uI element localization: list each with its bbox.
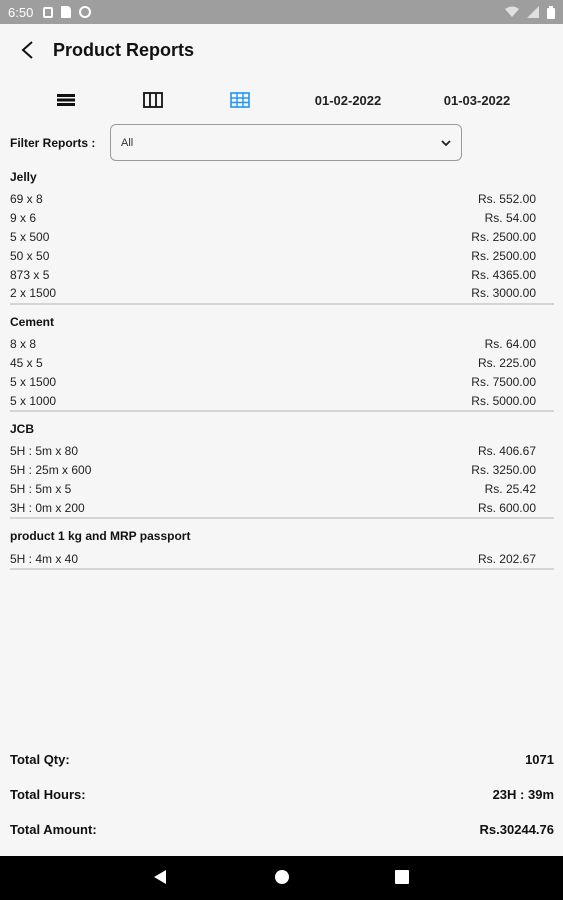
row-qty: 5H : 5m x 5 (10, 481, 72, 496)
battery-icon (547, 6, 555, 19)
total-amount-value: Rs.30244.76 (479, 821, 554, 837)
row-amount: Rs. 54.00 (484, 211, 536, 226)
total-hours-label: Total Hours: (10, 786, 86, 802)
chevron-down-icon (441, 140, 451, 146)
report-row (10, 372, 554, 391)
report-row (10, 335, 554, 354)
sync-icon (79, 6, 91, 18)
row-amount: Rs. 64.00 (484, 337, 536, 352)
filter-selected-value: All (121, 136, 134, 149)
sd-card-icon (61, 6, 71, 18)
arrow-back-icon (20, 41, 36, 59)
group-title: product 1 kg and MRP passport (10, 529, 191, 544)
report-row (10, 391, 554, 410)
report-group (10, 418, 554, 519)
row-amount: Rs. 3250.00 (471, 463, 536, 478)
total-hours-row (10, 784, 554, 804)
row-qty: 873 x 5 (10, 267, 50, 282)
row-amount: Rs. 25.42 (484, 481, 536, 496)
report-row (10, 246, 554, 265)
start-date-button[interactable]: 01-02-2022 (314, 92, 382, 108)
view-list-icon (56, 93, 76, 107)
total-amount-row (10, 819, 554, 839)
report-list (10, 166, 554, 576)
group-title: Jelly (10, 170, 37, 184)
report-row (10, 354, 554, 373)
report-row (10, 549, 554, 568)
report-group (10, 166, 554, 305)
app-bar (0, 24, 563, 76)
row-amount: Rs. 600.00 (477, 500, 536, 515)
status-time: 6:50 (8, 4, 34, 20)
row-amount: Rs. 4365.00 (471, 267, 536, 282)
report-group (10, 311, 554, 412)
view-column-button[interactable] (139, 86, 167, 114)
row-qty: 5 x 500 (10, 229, 50, 244)
row-qty: 5 x 1500 (10, 374, 57, 389)
report-row (10, 284, 554, 303)
report-row (10, 228, 554, 247)
row-amount: Rs. 5000.00 (471, 393, 536, 408)
row-amount: Rs. 2500.00 (471, 229, 536, 244)
row-qty: 5 x 1000 (10, 393, 57, 408)
filter-label: Filter Reports : (10, 136, 96, 150)
nav-back-button[interactable] (152, 868, 168, 891)
row-qty: 8 x 8 (10, 337, 37, 352)
view-list-button[interactable] (52, 86, 80, 114)
filter-dropdown[interactable] (110, 124, 462, 161)
report-row (10, 461, 554, 480)
nav-home-button[interactable] (273, 868, 291, 891)
row-amount: Rs. 202.67 (477, 551, 536, 566)
status-bar (0, 0, 563, 24)
square-recents-icon (393, 868, 411, 886)
nav-recents-button[interactable] (393, 868, 411, 891)
row-qty: 5H : 25m x 600 (10, 463, 92, 478)
row-amount: Rs. 3000.00 (471, 286, 536, 301)
view-grid-icon (230, 92, 250, 108)
row-qty: 9 x 6 (10, 211, 37, 226)
total-amount-label: Total Amount: (10, 821, 97, 837)
row-qty: 5H : 5m x 80 (10, 444, 79, 459)
report-toolbar (0, 86, 563, 114)
row-amount: Rs. 7500.00 (471, 374, 536, 389)
total-hours-value: 23H : 39m (492, 786, 554, 802)
triangle-back-icon (152, 868, 168, 886)
report-row (10, 480, 554, 499)
row-qty: 50 x 50 (10, 248, 50, 263)
row-amount: Rs. 406.67 (477, 444, 536, 459)
row-qty: 45 x 5 (10, 355, 43, 370)
report-row (10, 190, 554, 209)
navigation-bar (0, 856, 563, 900)
report-row (10, 498, 554, 517)
circle-home-icon (273, 868, 291, 886)
row-qty: 2 x 1500 (10, 286, 57, 301)
report-group (10, 525, 554, 570)
row-qty: 69 x 8 (10, 192, 43, 207)
row-amount: Rs. 2500.00 (471, 248, 536, 263)
row-qty: 3H : 0m x 200 (10, 500, 85, 515)
page-title: Product Reports (53, 39, 195, 60)
row-amount: Rs. 225.00 (477, 355, 536, 370)
total-qty-value: 1071 (525, 751, 554, 767)
notification-a-icon (43, 7, 53, 18)
row-qty: 5H : 4m x 40 (10, 551, 79, 566)
report-row (10, 209, 554, 228)
report-row (10, 442, 554, 461)
report-row (10, 265, 554, 284)
group-title: JCB (10, 421, 35, 436)
back-button[interactable] (6, 28, 50, 72)
group-title: Cement (10, 314, 55, 329)
total-qty-label: Total Qty: (10, 751, 70, 767)
wifi-icon (505, 6, 519, 18)
row-amount: Rs. 552.00 (477, 192, 536, 207)
end-date-button[interactable]: 01-03-2022 (443, 92, 511, 108)
total-qty-row (10, 749, 554, 769)
view-column-icon (143, 92, 163, 108)
signal-icon (527, 6, 539, 18)
view-grid-button[interactable] (226, 86, 254, 114)
